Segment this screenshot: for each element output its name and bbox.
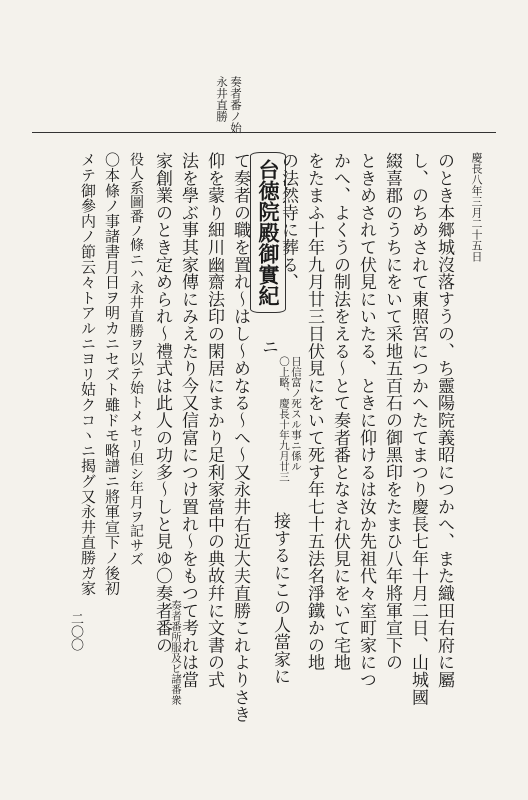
header-rule: [32, 132, 496, 133]
text-column: かへ、よくうの制法をえる〜とて奏者番となされ伏見にをいて宅地: [330, 152, 350, 671]
text-column-small: 役人系圖番ノ條ニハ永井直勝ヲ以テ始トメセリ但シ年月ヲ記サズ: [128, 152, 144, 567]
text-column: ときめされて伏見にいたる、ときに仰けるは汝か先祖代々室町家につ: [356, 152, 376, 689]
text-column: の法然寺に葬る、: [278, 152, 298, 291]
text-column: をたまふ十年九月廿三日伏見にをいて死す年七十五法名淨鐵かの地: [304, 152, 324, 671]
text-column: 法を學ぶ事其家傳にみえたり今又信富につけ置れ〜をもつて考れは當: [178, 152, 198, 689]
annotation-left: 日信富ノ死スル事ニ係ル: [290, 356, 302, 472]
page-number: 二〇〇: [68, 612, 83, 651]
running-head: 慶長八年三月二十五日: [470, 152, 483, 262]
text-column: のとき本郷城沒落すうの、ち靈陽院義昭につかへ、また織田右府に屬: [434, 152, 454, 689]
section-heading-suffix: ニ: [258, 338, 278, 356]
text-column: し、のちめされて東照宮につかへたてまつり慶長七年十月二日、山城國: [408, 152, 428, 706]
text-column-small: 〇本條ノ事諸書月日ヲ明カニセズト雖ドモ略譜ニ將軍宣下ノ後初: [103, 152, 121, 596]
text-column: 綴喜郡のうちにをいて采地五百石の御黑印をたまひ八年將軍宣下の: [382, 152, 402, 671]
annotation-right: 〇上略、慶長十年九月廿三: [278, 356, 290, 482]
text-column: 接するにこの人當家に: [270, 512, 290, 685]
text-column: て奏者の職を置れ〜はし〜めなる〜へ〜又永井右近大夫直勝これよりさき: [230, 152, 250, 723]
text-column: 家創業のとき定められ〜禮式は此人の功多〜しと見ゆ〇奏者番の: [152, 152, 172, 654]
section-heading: 台徳院殿御實紀: [250, 152, 286, 313]
text-column-small: メテ御參内ノ節云々トアルニヨリ姑クコヽニ揭グ又永井直勝ガ家: [79, 152, 97, 596]
margin-note-title: 奏者番ノ始: [229, 76, 243, 134]
text-column: 仰を蒙り細川幽齋法印の閑居にまかり足利家當中の典故幷に文書の式: [204, 152, 224, 689]
inline-note: 奏者番所服及ビ諸番衆: [170, 600, 182, 705]
margin-note-name: 永井直勝: [215, 76, 229, 122]
